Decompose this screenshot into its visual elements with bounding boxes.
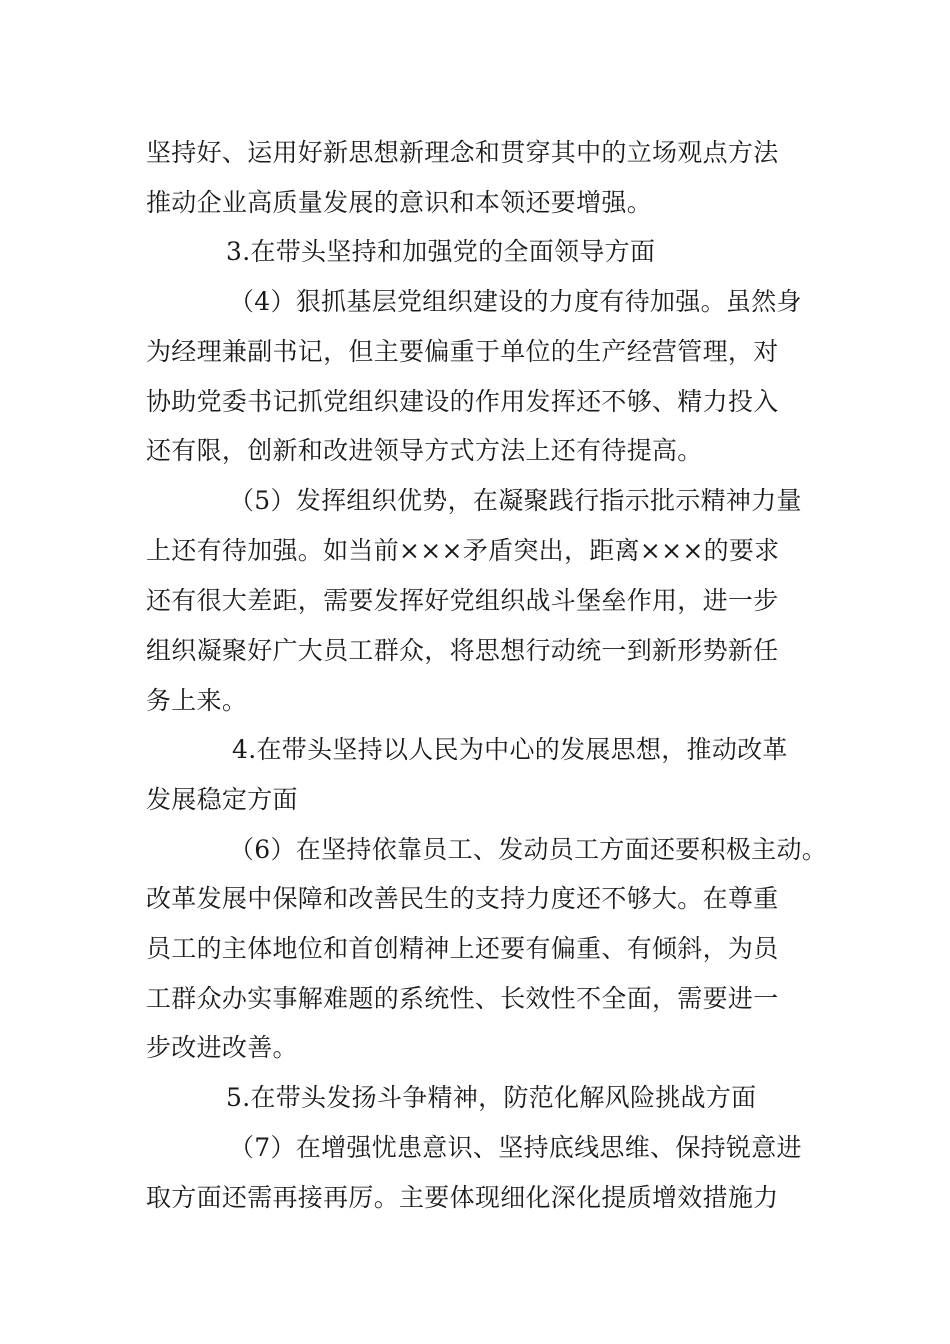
paragraph-start: （7）在增强忧患意识、坚持底线思维、保持锐意进: [229, 1133, 802, 1162]
text-line: 步改进改善。: [146, 1033, 298, 1062]
paragraph-start: （4）狠抓基层党组织建设的力度有待加强。虽然身: [229, 287, 802, 316]
text-line: 发展稳定方面: [146, 785, 298, 814]
text-line: 协助党委书记抓党组织建设的作用发挥还不够、精力投入: [146, 387, 779, 416]
text-line: 取方面还需再接再厉。主要体现细化深化提质增效措施力: [146, 1183, 779, 1212]
text-line: 改革发展中保障和改善民生的支持力度还不够大。在尊重: [146, 884, 779, 913]
text-line: 工群众办实事解难题的系统性、长效性不全面，需要进一: [146, 984, 779, 1013]
paragraph-start: （5）发挥组织优势，在凝聚践行指示批示精神力量: [229, 486, 802, 515]
section-heading: 5.在带头发扬斗争精神，防范化解风险挑战方面: [226, 1083, 757, 1112]
text-line: 坚持好、运用好新思想新理念和贯穿其中的立场观点方法: [146, 138, 779, 167]
text-line: 为经理兼副书记，但主要偏重于单位的生产经营管理，对: [146, 337, 779, 366]
text-line: 还有很大差距，需要发挥好党组织战斗堡垒作用，进一步: [146, 586, 779, 615]
text-line: 务上来。: [146, 686, 248, 715]
text-line: 员工的主体地位和首创精神上还要有偏重、有倾斜，为员: [146, 934, 779, 963]
text-line: 还有限，创新和改进领导方式方法上还有待提高。: [146, 436, 703, 465]
text-line: 推动企业高质量发展的意识和本领还要增强。: [146, 188, 653, 217]
paragraph-start: （6）在坚持依靠员工、发动员工方面还要积极主动。: [229, 835, 828, 864]
text-line: 上还有待加强。如当前×××矛盾突出，距离×××的要求: [146, 536, 780, 565]
text-line: 组织凝聚好广大员工群众，将思想行动统一到新形势新任: [146, 636, 779, 665]
section-heading: 4.在带头坚持以人民为中心的发展思想，推动改革: [232, 735, 788, 764]
section-heading: 3.在带头坚持和加强党的全面领导方面: [226, 237, 656, 266]
